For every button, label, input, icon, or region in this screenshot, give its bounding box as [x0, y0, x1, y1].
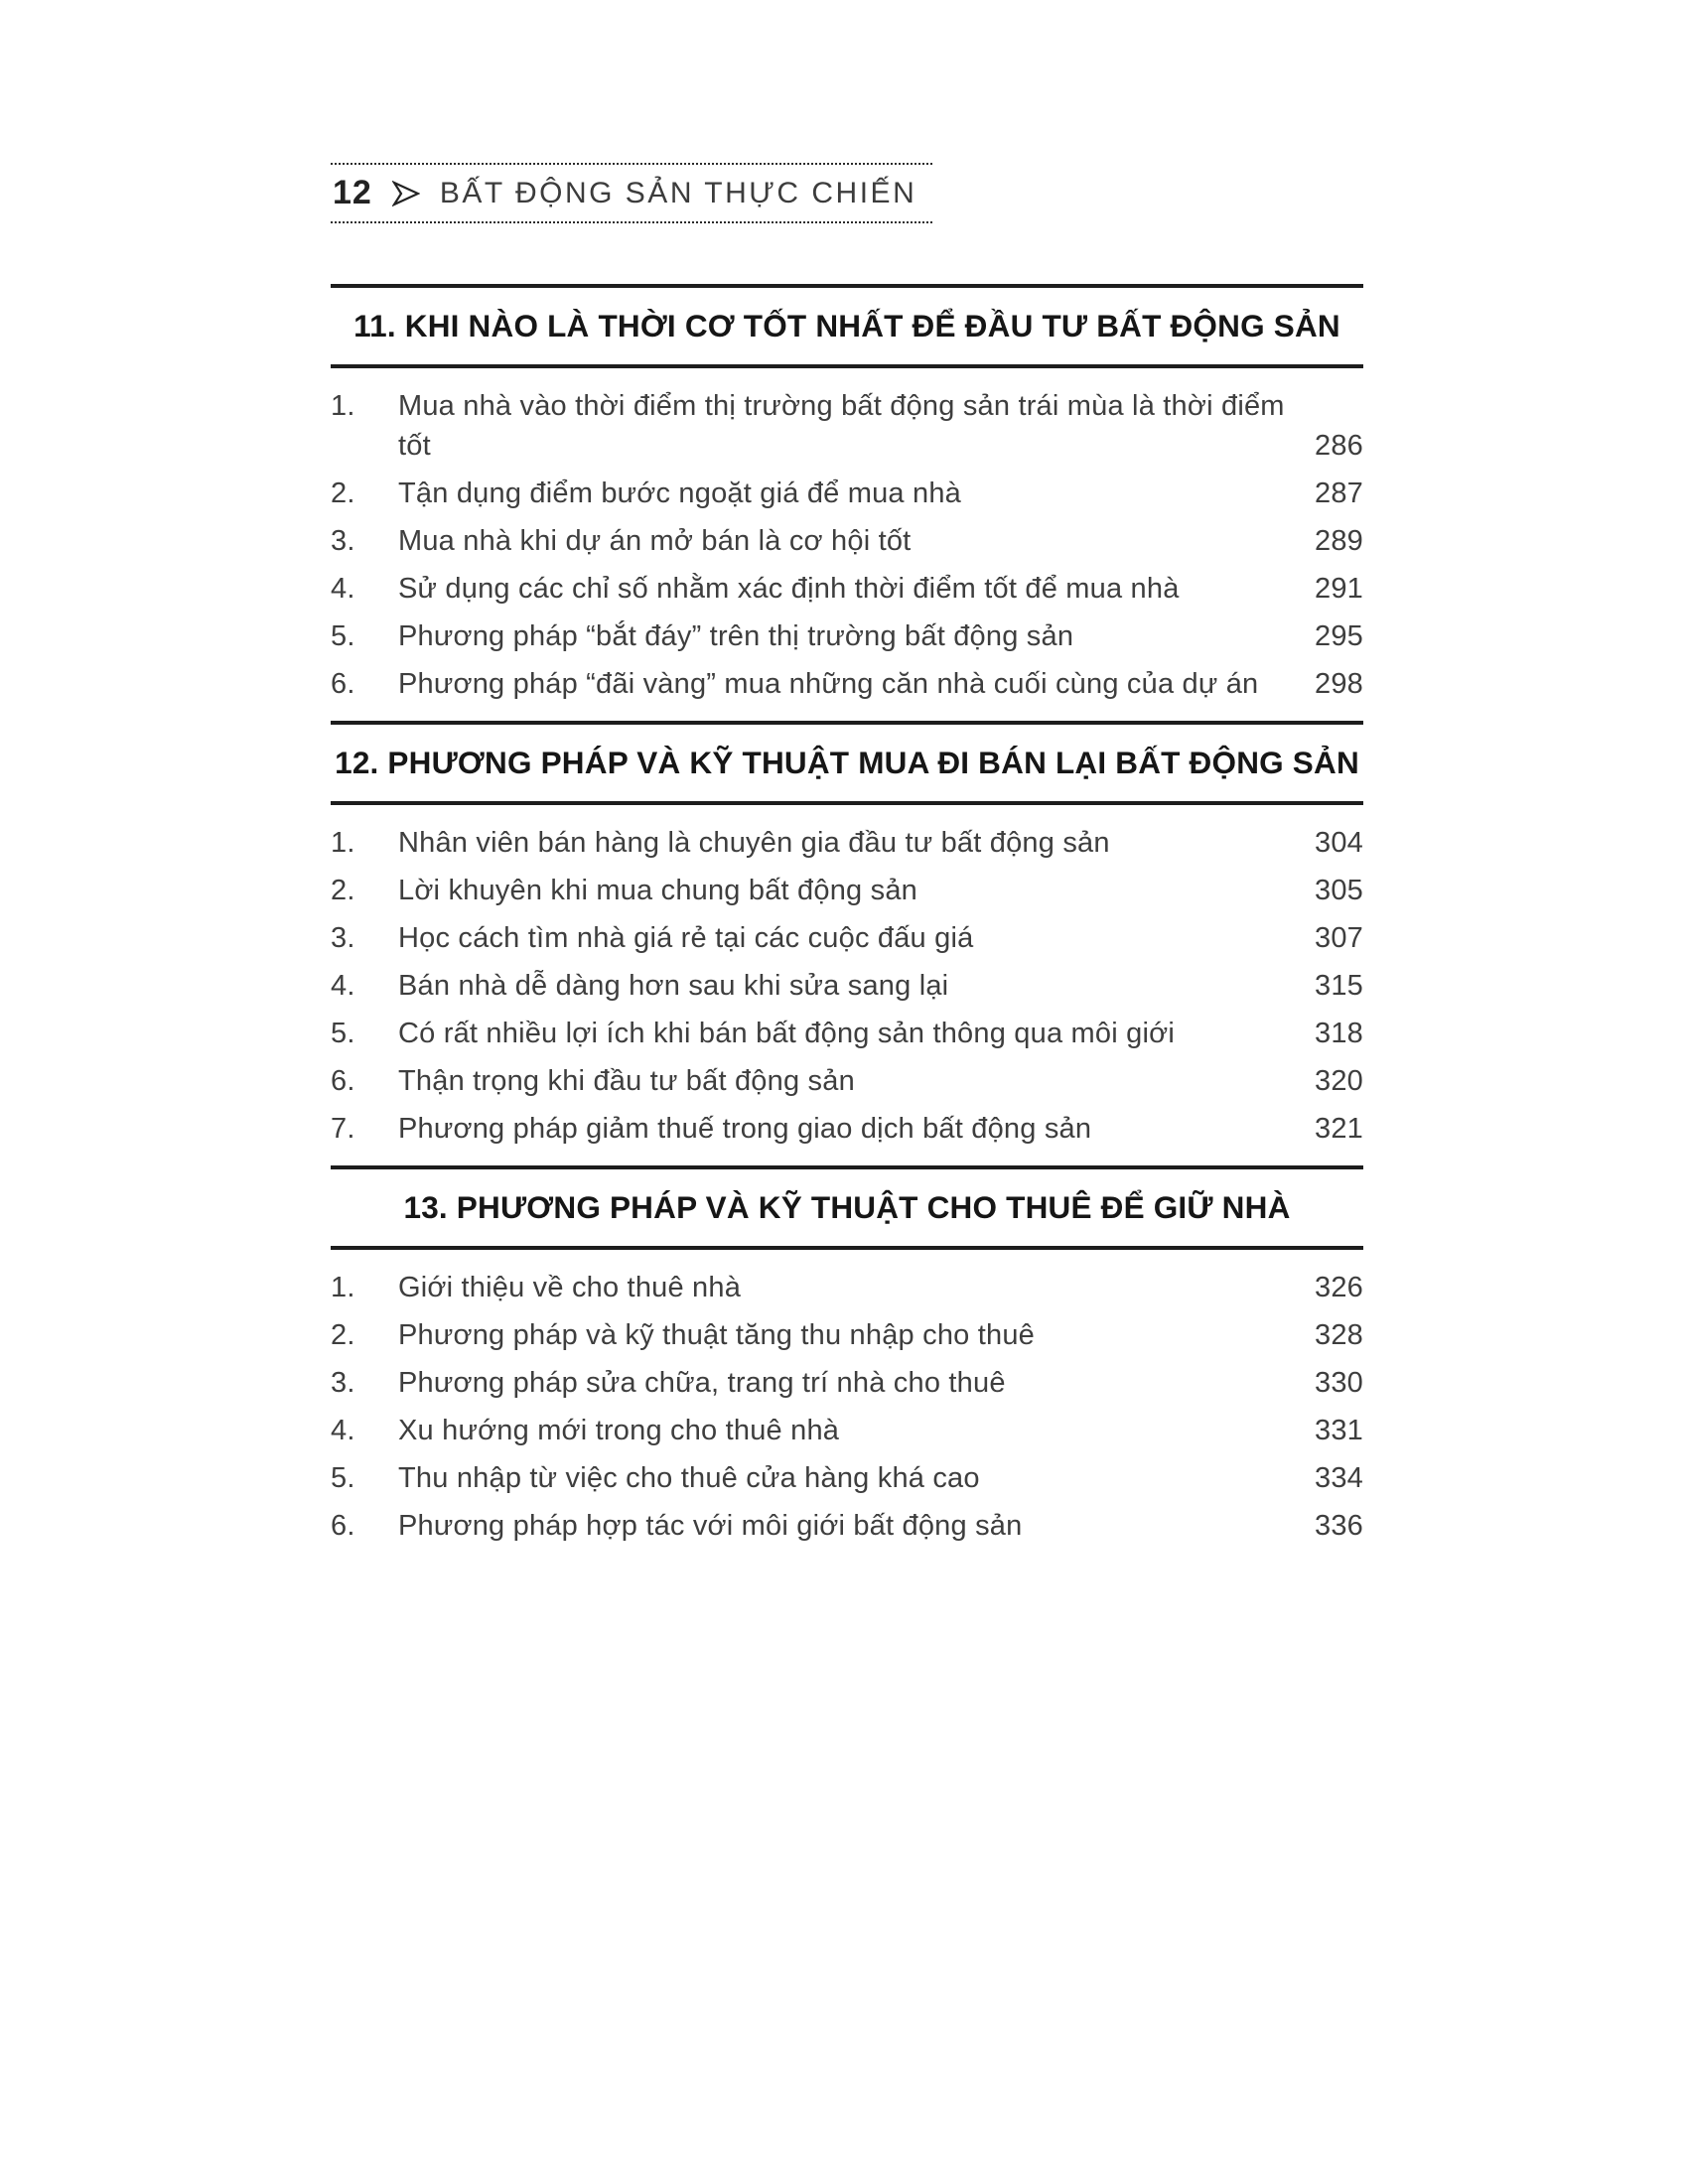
section-entries: [331, 386, 1363, 704]
toc-entry-title: Thận trọng khi đầu tư bất động sản: [398, 1065, 855, 1097]
toc-entry-title: Sử dụng các chỉ số nhằm xác định thời điểm tốt để mua nhà: [398, 573, 1180, 605]
toc-entry: [331, 871, 1363, 910]
toc-entry-number: 2.: [331, 478, 355, 509]
toc-entry-page: 289: [1315, 525, 1363, 557]
toc-section-12: [331, 721, 1363, 1149]
toc-entry-title: Mua nhà khi dự án mở bán là cơ hội tốt: [398, 525, 912, 557]
toc-entry: [331, 823, 1363, 863]
section-heading: 12. PHƯƠNG PHÁP VÀ KỸ THUẬT MUA ĐI BÁN LẠI BẤT ĐỘNG SẢN: [331, 721, 1363, 805]
toc-entry-page: 305: [1315, 875, 1363, 906]
toc-entry-title: Phương pháp và kỹ thuật tăng thu nhập cho thuê: [398, 1319, 1035, 1351]
toc-entry-page: 291: [1315, 573, 1363, 605]
toc-entry-title: Nhân viên bán hàng là chuyên gia đầu tư bất động sản: [398, 827, 1110, 859]
toc-entry-title: Có rất nhiều lợi ích khi bán bất động sản thông qua môi giới: [398, 1018, 1175, 1049]
toc-entry-page: 304: [1315, 827, 1363, 859]
toc-entry-title: Thu nhập từ việc cho thuê cửa hàng khá cao: [398, 1462, 980, 1494]
toc-entry-page: 298: [1315, 668, 1363, 700]
toc-entry-title: Phương pháp giảm thuế trong giao dịch bất động sản: [398, 1113, 1092, 1145]
toc-entry-number: 5.: [331, 1462, 355, 1494]
toc-entry-number: 4.: [331, 1415, 355, 1446]
toc-entry-page: 286: [1315, 430, 1363, 462]
toc-entry-number: 3.: [331, 922, 355, 954]
toc-entry-title: Phương pháp “bắt đáy” trên thị trường bất động sản: [398, 620, 1074, 652]
toc-entry-page: 318: [1315, 1018, 1363, 1049]
toc-entry-number: 5.: [331, 1018, 355, 1049]
toc-entry-page: 321: [1315, 1113, 1363, 1145]
section-entries: [331, 823, 1363, 1149]
toc-entry-number: 6.: [331, 1065, 355, 1097]
toc-entry-page: 330: [1315, 1367, 1363, 1399]
toc-entry-title: Giới thiệu về cho thuê nhà: [398, 1272, 742, 1303]
page-header: [331, 163, 932, 223]
toc-entry-page: 336: [1315, 1510, 1363, 1542]
toc-entry-title: Xu hướng mới trong cho thuê nhà: [398, 1415, 840, 1446]
toc-entry-page: 315: [1315, 970, 1363, 1002]
toc-entry-number: 1.: [331, 1272, 355, 1303]
toc-entry-number: 1.: [331, 390, 355, 422]
toc-entry-title: Bán nhà dễ dàng hơn sau khi sửa sang lại: [398, 970, 949, 1002]
toc-entry-number: 4.: [331, 573, 355, 605]
toc-entry: [331, 1061, 1363, 1101]
toc-entry: [331, 664, 1363, 704]
toc-entry-page: 328: [1315, 1319, 1363, 1351]
arrowhead-icon: [392, 181, 420, 206]
toc-entry-number: 3.: [331, 525, 355, 557]
header-page-number: 12: [333, 174, 372, 211]
toc-entry: [331, 1315, 1363, 1355]
toc-entry: [331, 521, 1363, 561]
toc-entry-title: Lời khuyên khi mua chung bất động sản: [398, 875, 917, 906]
toc-entry-number: 5.: [331, 620, 355, 652]
toc-entry-title: Phương pháp hợp tác với môi giới bất động sản: [398, 1510, 1023, 1542]
toc-entry-number: 7.: [331, 1113, 355, 1145]
toc-entry-number: 4.: [331, 970, 355, 1002]
toc-entry-title: Mua nhà vào thời điểm thị trường bất động sản trái mùa là thời điểm tốt: [398, 390, 1285, 462]
toc-entry: [331, 1411, 1363, 1450]
toc-entry: [331, 1363, 1363, 1403]
toc-entry-number: 2.: [331, 1319, 355, 1351]
toc-entry-title: Phương pháp sửa chữa, trang trí nhà cho thuê: [398, 1367, 1006, 1399]
toc-entry-title: Học cách tìm nhà giá rẻ tại các cuộc đấu giá: [398, 922, 974, 954]
toc-entry: [331, 918, 1363, 958]
toc-entry: [331, 966, 1363, 1006]
toc-entry: [331, 616, 1363, 656]
toc-entry: [331, 1014, 1363, 1053]
section-entries: [331, 1268, 1363, 1546]
toc-entry: [331, 569, 1363, 609]
toc-entry-title: Phương pháp “đãi vàng” mua những căn nhà cuối cùng của dự án: [398, 668, 1259, 700]
toc-content: [331, 0, 1363, 1554]
toc-entry: [331, 1109, 1363, 1149]
toc-entry-title: Tận dụng điểm bước ngoặt giá để mua nhà: [398, 478, 961, 509]
toc-entry-page: 326: [1315, 1272, 1363, 1303]
toc-entry-number: 6.: [331, 668, 355, 700]
toc-entry-number: 3.: [331, 1367, 355, 1399]
toc-entry: [331, 1268, 1363, 1307]
section-heading: 11. KHI NÀO LÀ THỜI CƠ TỐT NHẤT ĐỂ ĐẦU TƯ BẤT ĐỘNG SẢN: [331, 284, 1363, 368]
toc-section-13: [331, 1165, 1363, 1546]
book-title: BẤT ĐỘNG SẢN THỰC CHIẾN: [439, 176, 917, 209]
toc-entry-page: 334: [1315, 1462, 1363, 1494]
toc-entry: [331, 386, 1363, 466]
toc-entry: [331, 1458, 1363, 1498]
toc-entry-page: 320: [1315, 1065, 1363, 1097]
toc-entry-number: 1.: [331, 827, 355, 859]
toc-section-11: [331, 284, 1363, 704]
toc-entry-page: 287: [1315, 478, 1363, 509]
toc-entry-page: 307: [1315, 922, 1363, 954]
toc-entry-page: 295: [1315, 620, 1363, 652]
toc-entry-number: 6.: [331, 1510, 355, 1542]
toc-entry: [331, 1506, 1363, 1546]
toc-entry-number: 2.: [331, 875, 355, 906]
toc-entry: [331, 474, 1363, 513]
section-heading: 13. PHƯƠNG PHÁP VÀ KỸ THUẬT CHO THUÊ ĐỂ GIỮ NHÀ: [331, 1165, 1363, 1250]
toc-entry-page: 331: [1315, 1415, 1363, 1446]
